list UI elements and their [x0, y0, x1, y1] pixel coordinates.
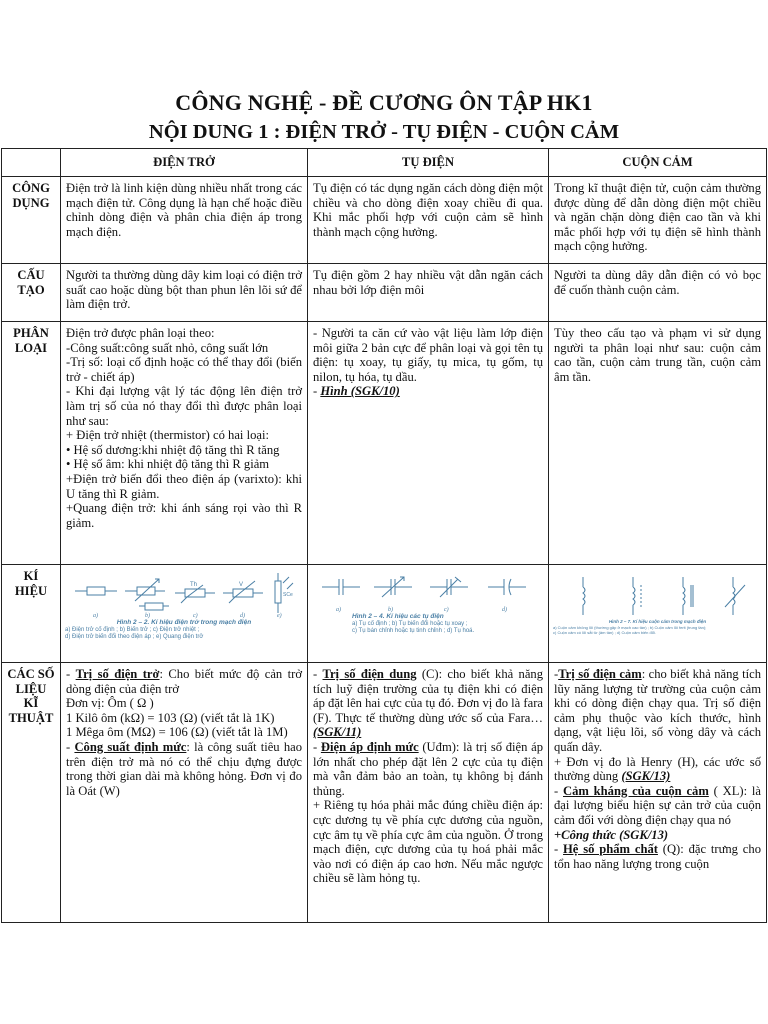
document-title: CÔNG NGHỆ - ĐỀ CƯƠNG ÔN TẬP HK1 [175, 90, 593, 115]
row-label-phan-loai: PHÂN LOẠI [2, 322, 61, 565]
capacitor-symbols-svg [312, 573, 542, 613]
dien-ap-dinh-muc-label: Điện áp định mức [320, 739, 419, 754]
row-thong-so [2, 663, 767, 923]
ki-hieu-dien-tro [61, 565, 308, 663]
he-so-pham-chat-label: Hệ số phẩm chất [563, 842, 658, 857]
inductor-symbols-svg [553, 573, 761, 619]
ki-hieu-tu-dien [308, 565, 549, 663]
phan-loai-line: • Hệ số âm: khi nhiệt độ tăng thì R giảm [66, 457, 270, 472]
row-label-cong-dung: CÔNG DỤNG [2, 177, 61, 264]
header-dien-tro: ĐIỆN TRỞ [61, 149, 308, 177]
phan-loai-line: +Điện trở biến đổi theo điện áp (varixto): khi U tăng thì R giảm. [66, 471, 302, 501]
cong-suat-text: : là công suất tiêu hao trên điện trở mà nó có thể chịu đựng được trong thời gian dài mà không hỏng. Đơn vị đo là Oát (W) [66, 739, 302, 798]
capacitor-symbols-figure [312, 573, 544, 635]
phan-loai-line: -Trị số: loại cố định hoặc có thể thay đổi (biến trở - chiết áp) [66, 355, 302, 384]
tu-dien-ref-11: (SGK/11) [313, 725, 362, 740]
inductor-symbols-figure [553, 573, 762, 635]
letter-a: a) [93, 613, 98, 619]
tri-so-dien-tro-label: Trị số điện trở [75, 667, 160, 681]
phan-loai-line: -Công suất:công suất nhỏ, công suất lớn [66, 340, 269, 355]
phan-loai-tu-dien-text: - Người ta căn cứ vào vật liệu làm lớp điện môi giữa 2 bản cực để phân loại và gọi tên tụ điện: tụ xoay, tụ giấy, tụ mica, tụ gốm, tụ nilon, tụ hóa, tụ dầu. [313, 326, 543, 384]
header-corner [2, 149, 61, 177]
capacitor-caption-line3: c) Tụ bán chỉnh hoặc tụ tinh chỉnh ; d) Tụ hoá. [352, 628, 475, 634]
cap-letter-b: b) [388, 607, 393, 613]
dien-ap-dinh-muc-text: (Uđm): là trị số điện áp lớn nhất cho phép đặt lên 2 cực của tụ điện mà vẫn đảm bảo an toàn, tụ không bị đánh thủng. [313, 739, 543, 798]
cau-tao-cuon-cam: Người ta dùng dây dẫn điện có vỏ bọc để cuốn thành cuộn cảm. [549, 264, 767, 322]
tri-so-dien-dung-label: Trị số điện dung [322, 667, 417, 681]
tri-so-dien-cam-label: Trị số điện cảm [558, 667, 642, 681]
phan-loai-line: Điện trở được phân loại theo: [66, 326, 215, 340]
cong-dung-cuon-cam: Trong kĩ thuật điện tử, cuộn cảm thường được dùng để dẫn dòng điện một chiều và ngăn chặn dòng điện cao tần và khi mắc phối hợp với tụ điện sẽ hình thành mạch cộng hưởng. [549, 177, 767, 264]
capacitor-caption: Hình 2 – 4. Kí hiệu các tụ điện [352, 613, 444, 620]
header-row [2, 149, 767, 177]
phan-loai-line: + Điện trở nhiệt (thermistor) có hai loại: [66, 428, 269, 443]
he-so-pham-chat-text: (Q): đặc trưng cho tổn hao năng lượng trong cuộn [554, 842, 761, 871]
inductor-caption-line2: a) Cuộn cảm không lõi (thường gặp ở mạch cao tần) ; b) Cuộn cảm lõi ferit (trung tần); [553, 625, 707, 630]
phan-loai-cuon-cam: Tùy theo cấu tạo và phạm vi sử dụng người ta phân loại như sau: cuộn cảm cao tần, cuộn cảm trung tần, cuộn cảm âm tần. [549, 322, 767, 565]
header-tu-dien: TỤ ĐIỆN [308, 149, 549, 177]
mega-om: 1 Mêga ôm (MΩ) = 106 (Ω) (viết tắt là 1M) [66, 725, 288, 740]
cong-dung-tu-dien: Tụ điện có tác dụng ngăn cách dòng điện một chiều và cho dòng điện xoay chiều đi qua. Khi mắc phối hợp với cuộn cảm sẽ hình thành mạch cộng hưởng. [308, 177, 549, 264]
content-table [1, 148, 767, 923]
phan-loai-line: • Hệ số dương:khi nhiệt độ tăng thì R tăng [66, 442, 280, 457]
tri-so-dien-dung-text: (C): cho biết khả năng tích luỹ điện trường của tụ điện khi có điện áp đặt lên hai cực của tụ đó. Đơn vị đo là fara (F). Thực tế thường dùng ước số của Fara… [313, 667, 544, 725]
kilo-om: 1 Kilô ôm (kΩ) = 103 (Ω) (viết tắt là 1K) [66, 710, 275, 725]
cap-letter-a: a) [336, 607, 341, 613]
henry-unit: + Đơn vị đo là Henry (H), các ước số thường dùng [554, 754, 761, 784]
label-sce: SCe [283, 592, 293, 598]
row-label-ki-hieu: KÍ HIỆU [2, 565, 61, 663]
letter-e: e) [277, 613, 282, 619]
thong-so-cuon-cam: -Trị số điện cảm: cho biết khả năng tích lũy năng lượng từ trường của cuộn cảm khi có dòng điện chạy qua. Trị số điện cảm phụ thuộc vào kích thước, hình dạng, vật liệu lõi, số vòng dây và cách quấn dây. + Đơn vị đo là Henry (H), các ước số thường dùng (SGK/13) - Cảm kháng của cuộn cảm ( XL): là đại lượng biểu hiện sự cản trở của cuộn cảm đối với dòng điện chạy qua nó +Công thức (SGK/13) - Hệ số phẩm chất (Q): đặc trưng cho tổn hao năng lượng trong cuộn [549, 663, 767, 923]
row-cong-dung [2, 177, 767, 264]
cong-dung-dien-tro: Điện trở là linh kiện dùng nhiều nhất trong các mạch điện tử. Công dụng là hạn chế hoặc điều chỉnh dòng điện và phân chia điện áp trong mạch điện. [61, 177, 308, 264]
thong-so-dien-tro: - Trị số điện trở: Cho biết mức độ cản trở dòng điện của điện trở Đơn vị: Ôm ( Ω ) 1 Kilô ôm (kΩ) = 103 (Ω) (viết tắt là 1K) 1 Mêga ôm (MΩ) = 106 (Ω) (viết tắt là 1M) - Công suất định mức: là công suất tiêu hao trên điện trở mà nó có thể chịu đựng được trong thời gian dài mà không hỏng. Đơn vị đo là Oát (W) [61, 663, 308, 923]
row-ki-hieu [2, 565, 767, 663]
ki-hieu-cuon-cam [549, 565, 767, 663]
label-v: V [239, 582, 244, 588]
header-cuon-cam: CUỘN CẢM [549, 149, 767, 177]
phan-loai-line: - Khi đại lượng vật lý tác động lên điện trở làm trị số của nó thay đổi thì được phân loại như sau: [66, 384, 302, 428]
label-th: Th [190, 582, 198, 588]
row-cau-tao [2, 264, 767, 322]
row-label-thong-so: CÁC SỐ LIỆU KĨ THUẬT [2, 663, 61, 923]
letter-c: c) [193, 613, 198, 619]
row-label-cau-tao: CẤU TẠO [2, 264, 61, 322]
inductor-caption-line3: c) Cuộn cảm có lõi sắt từ (âm tần) ; d) Cuộn cảm biến đổi. [553, 630, 656, 635]
tri-so-dien-cam-text: : cho biết khả năng tích lũy năng lượng từ trường của cuộn cảm khi có dòng điện chạy qua. Trị số điện cảm phụ thuộc vào kích thước, hình dạng, vật liệu lõi, số vòng dây và cách quấn dây. [554, 667, 762, 754]
cap-letter-c: c) [444, 607, 449, 613]
resistor-caption-line3: d) Điện trở biến đổi theo điện áp ; e) Quang điện trở [65, 634, 204, 640]
cam-khang-label: Cảm kháng của cuộn cảm [563, 783, 709, 798]
resistor-caption: Hình 2 – 2. Kí hiệu điện trở trong mạch điện [116, 619, 252, 626]
cuon-cam-ref-13: (SGK/13) [621, 769, 671, 784]
tri-so-dien-tro-text: : Cho biết mức độ cản trở dòng điện của điện trở [66, 667, 302, 696]
phan-loai-tu-dien: - Người ta căn cứ vào vật liệu làm lớp điện môi giữa 2 bản cực để phân loại và gọi tên tụ điện: tụ xoay, tụ giấy, tụ mica, tụ gốm, tụ nilon, tụ hóa, tụ dầu. - Hình (SGK/10) [308, 322, 549, 565]
inductor-caption: Hình 2 – 7. Kí hiệu cuộn cảm trong mạch điện [608, 619, 707, 624]
letter-d: d) [240, 613, 245, 619]
tu-hoa-note: + Riêng tụ hóa phải mắc đúng chiều điện áp: cực dương tụ về phía cực dương của nguồn, cực âm tụ về phía cực âm của nguồn. Ở trong mạch điện, cực dương của tụ hoá phải mắc vào nơi có điện áp cao hơn. Nếu mắc ngược chiều sẽ làm hỏng tụ. [313, 798, 543, 886]
capacitor-caption-line2: a) Tụ cố định ; b) Tụ biến đổi hoặc tụ xoay ; [352, 621, 468, 627]
cam-khang-text: ( XL): là đại lượng biểu hiện sự cản trở của cuộn cảm đối với dòng điện chạy qua nó [554, 783, 761, 827]
resistor-caption-line2: a) Điện trở cố định ; b) Biến trở ; c) Điện trở nhiệt ; [65, 627, 200, 633]
phan-loai-dien-tro [61, 322, 308, 565]
cong-thuc: +Công thức (SGK/13) [554, 827, 669, 842]
row-phan-loai [2, 322, 767, 565]
cap-letter-d: d) [502, 607, 507, 613]
document-subtitle: NỘI DUNG 1 : ĐIỆN TRỞ - TỤ ĐIỆN - CUỘN CẢM [148, 121, 620, 143]
cong-suat-label: Công suất định mức [74, 739, 187, 754]
cau-tao-tu-dien: Tụ điện gồm 2 hay nhiều vật dẫn ngăn cách nhau bởi lớp điện môi [308, 264, 549, 322]
phan-loai-line: +Quang điện trở: khi ánh sáng rọi vào thì R giảm. [66, 501, 302, 530]
resistor-symbols-svg [65, 573, 301, 619]
don-vi-om: Đơn vị: Ôm ( Ω ) [66, 696, 154, 711]
thong-so-tu-dien: - Trị số điện dung (C): cho biết khả năng tích luỹ điện trường của tụ điện khi có điện áp đặt lên hai cực của tụ đó. Đơn vị đo là fara (F). Thực tế thường dùng ước số của Fara…(SGK/11) - Điện áp định mức (Uđm): là trị số điện áp lớn nhất cho phép đặt lên 2 cực của tụ điện mà vẫn đảm bảo an toàn, tụ không bị đánh thủng. + Riêng tụ hóa phải mắc đúng chiều điện áp: cực dương tụ về phía cực dương của nguồn, cực âm tụ về phía cực âm của nguồn. Ở trong mạch điện, cực dương của tụ hoá phải mắc vào nơi có điện áp cao hơn. Nếu mắc ngược chiều sẽ làm hỏng tụ. [308, 663, 549, 923]
phan-loai-tu-dien-ref: Hình (SGK/10) [320, 384, 400, 399]
resistor-symbols-figure [65, 573, 303, 641]
letter-b: b) [145, 613, 150, 619]
cau-tao-dien-tro: Người ta thường dùng dây kim loại có điện trở suất cao hoặc dùng bột than phun lên lõi sứ để làm điện trở. [61, 264, 308, 322]
